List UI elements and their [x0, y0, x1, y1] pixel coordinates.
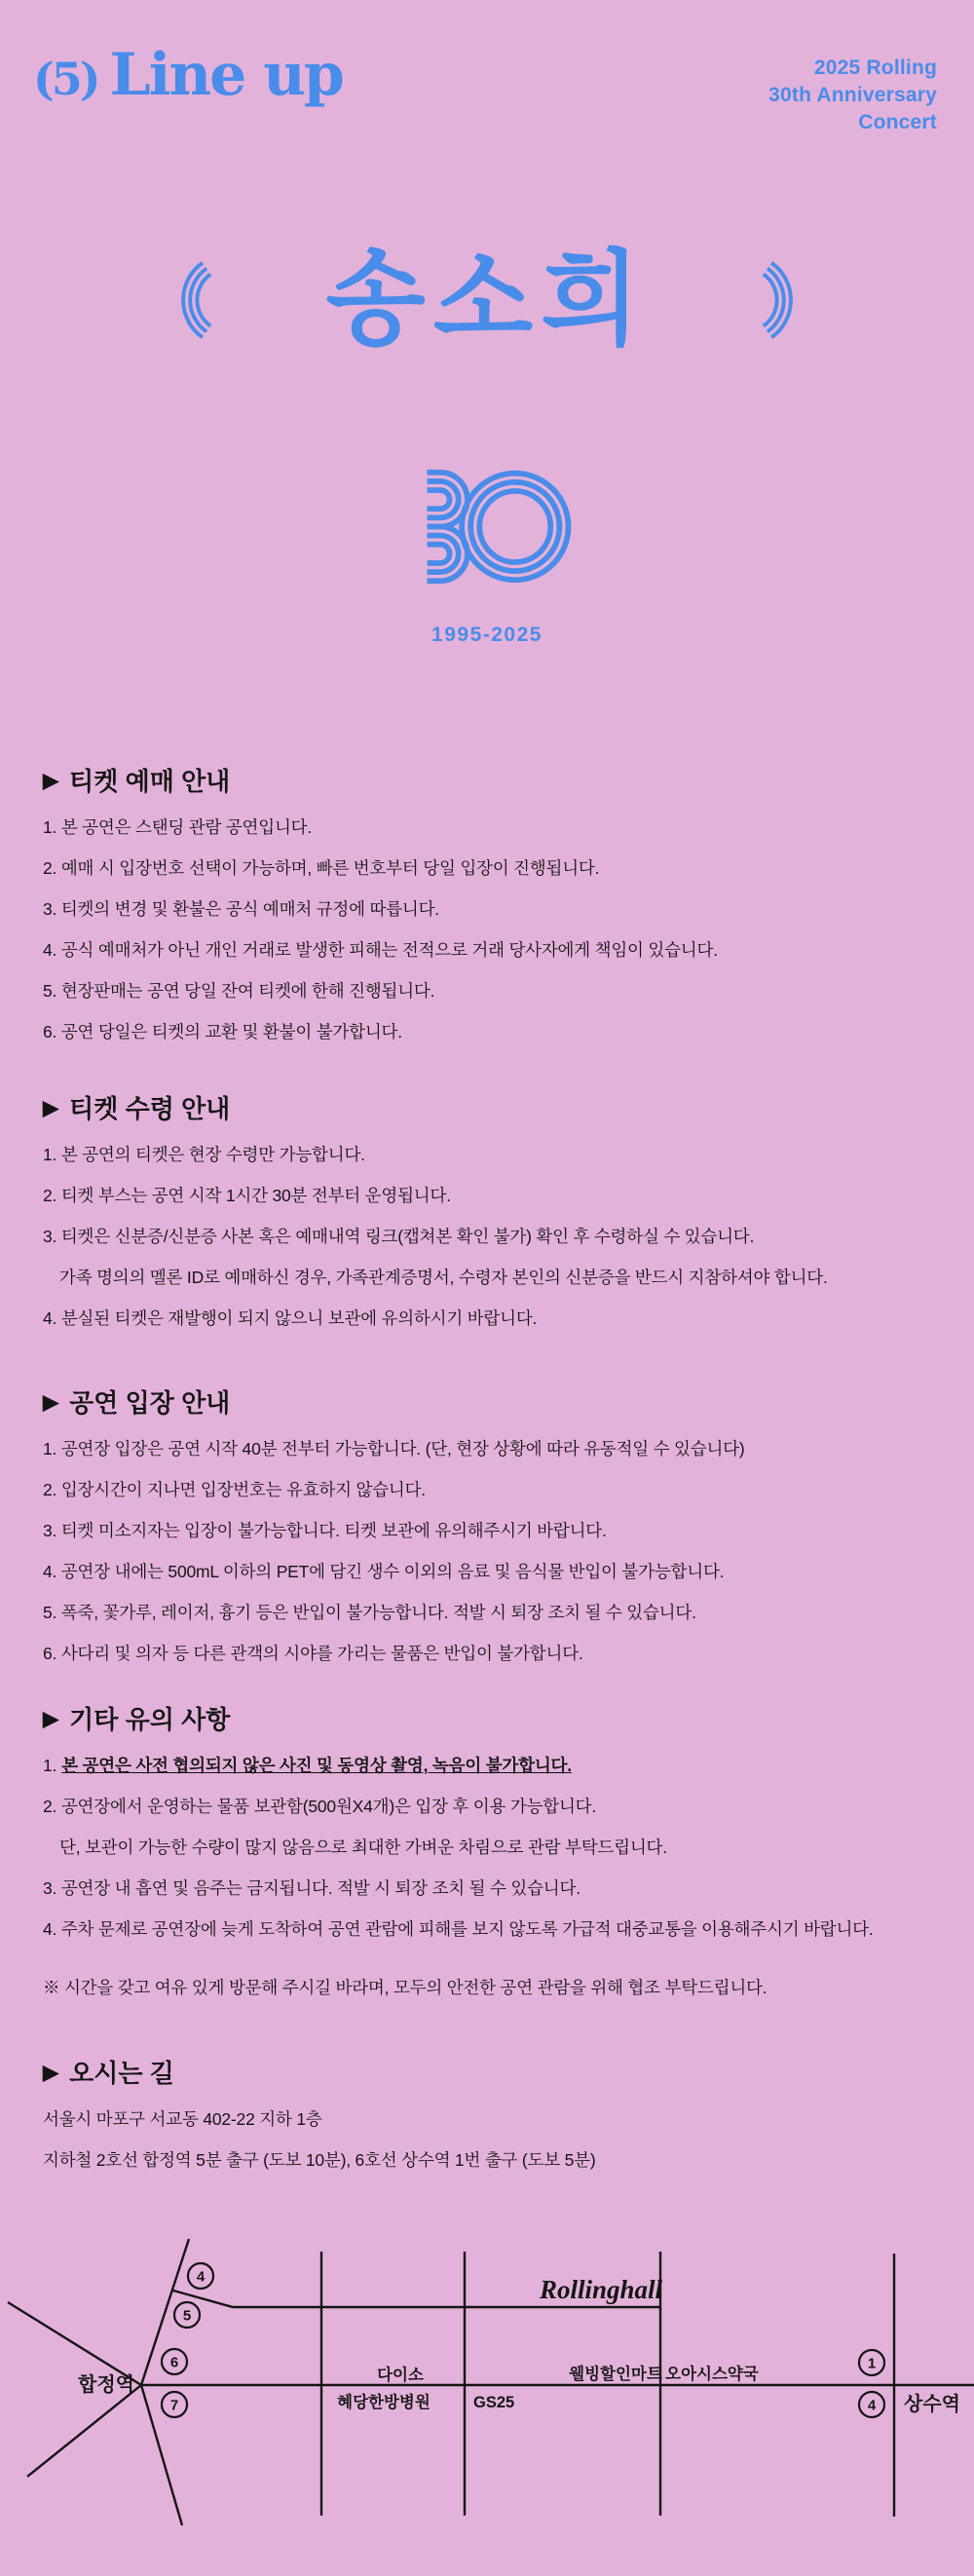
map-poi-hospital: 혜당한방병원 [337, 2394, 431, 2411]
map-poi-daiso: 다이소 [377, 2367, 424, 2384]
notice-line: 3. 공연장 내 흡연 및 음주는 금지됩니다. 적발 시 퇴장 조치 될 수 있습니다. [43, 1878, 581, 1898]
svg-text:4: 4 [867, 2397, 877, 2414]
exit-badge-4-right [859, 2392, 884, 2417]
play-marker-icon: ▶ [43, 2062, 59, 2084]
section-header [43, 1089, 951, 1125]
notice-line: 4. 주차 문제로 공연장에 늦게 도착하여 공연 관람에 피해를 보지 않도록 가급적 대중교통을 이용해주시기 바랍니다. [43, 1919, 874, 1939]
lineup-number: (5) [33, 53, 98, 105]
map-venue-label: Rollinghall [539, 2275, 663, 2304]
notice-line [43, 1753, 951, 1778]
anniversary-years: 1995-2025 [431, 624, 543, 646]
section-ticket-booking [43, 762, 951, 1060]
notice-line: 1. 본 공연은 스탠딩 관람 공연입니다. [43, 817, 313, 837]
notice-line: 2. 입장시간이 지나면 입장번호는 유효하지 않습니다. [43, 1480, 426, 1499]
svg-text:1: 1 [867, 2355, 877, 2372]
notice-line: 지하철 2호선 합정역 5분 출구 (도보 10분), 6호선 상수역 1번 출구 (도보 5분) [43, 2150, 596, 2170]
right-triple-paren-icon [738, 251, 808, 349]
notice-line: 5. 현장판매는 공연 당일 잔여 티켓에 한해 진행됩니다. [43, 981, 435, 1001]
section-title: 티켓 수령 안내 [69, 1094, 231, 1123]
section-title: 오시는 길 [69, 2059, 174, 2088]
play-marker-icon: ▶ [43, 1708, 59, 1730]
notice-line: 가족 명의의 멜론 ID로 예매하신 경우, 가족관계증명서, 수령자 본인의 신분증을 반드시 지참하셔야 합니다. [59, 1268, 828, 1287]
notice-line: 2. 공연장에서 운영하는 물품 보관함(500원X4개)은 입장 후 이용 가능합니다. [43, 1797, 597, 1816]
lineup-brand [33, 41, 343, 109]
notice-line: 서울시 마포구 서교동 402-22 지하 1층 [43, 2109, 322, 2129]
section-title: 공연 입장 안내 [69, 1388, 231, 1418]
notice-line-number: 1. [43, 1756, 57, 1775]
map-poi-gs25: GS25 [473, 2394, 515, 2411]
map-poi-mart: 웰빙할인마트 [569, 2366, 662, 2383]
notice-line: 4. 공연장 내에는 500mL 이하의 PET에 담긴 생수 이외의 음료 및 음식물 반입이 불가능합니다. [43, 1562, 725, 1581]
map-upper-left-road [8, 2302, 141, 2385]
event-title-line1: 2025 Rolling [813, 57, 937, 79]
artist-banner [0, 222, 974, 378]
notice-line: 3. 티켓은 신분증/신분증 사본 혹은 예매내역 링크(캡쳐본 확인 불가) 확인 후 수령하실 수 있습니다. [43, 1227, 755, 1246]
section-title: 티켓 예매 안내 [69, 767, 231, 796]
notice-line: 3. 티켓 미소지자는 입장이 불가능합니다. 티켓 보관에 유의해주시기 바랍니다. [43, 1521, 607, 1540]
notice-line: 3. 티켓의 변경 및 환불은 공식 예매처 규정에 따릅니다. [43, 899, 439, 919]
play-marker-icon: ▶ [43, 770, 59, 792]
notice-line: 4. 공식 예매처가 아닌 개인 거래로 발생한 피해는 전적으로 거래 당사자에게 책임이 있습니다. [43, 940, 718, 960]
play-marker-icon: ▶ [43, 1391, 59, 1414]
anniversary-logo-wrap [0, 454, 974, 600]
exit-badge-5-left [174, 2302, 200, 2328]
exit-badge-7-left [162, 2392, 187, 2417]
section-header [43, 1383, 951, 1420]
map-diagonal-road [141, 2239, 192, 2525]
notice-line: 2. 티켓 부스는 공연 시작 1시간 30분 전부터 운영됩니다. [43, 1186, 451, 1205]
notice-line-emphasis: 본 공연은 사전 협의되지 않은 사진 및 동영상 촬영, 녹음이 불가합니다. [61, 1756, 572, 1775]
lineup-title: Line up [109, 41, 343, 109]
event-title [768, 55, 937, 136]
notice-line: 6. 공연 당일은 티켓의 교환 및 환불이 불가합니다. [43, 1022, 402, 1042]
play-marker-icon: ▶ [43, 1097, 59, 1119]
section-header [43, 1700, 951, 1736]
left-triple-paren-icon [166, 251, 236, 349]
artist-name: 송소희 [325, 243, 649, 358]
map-poi-pharmacy: 오아시스약국 [665, 2366, 759, 2383]
notice-line: 1. 본 공연의 티켓은 현장 수령만 가능합니다. [43, 1145, 365, 1164]
section-ticket-pickup [43, 1089, 951, 1346]
notice-line: ※ 시간을 갖고 여유 있게 방문해 주시길 바라며, 모두의 안전한 공연 관람을 위해 협조 부탁드립니다. [43, 1978, 768, 1997]
anniversary-30-logo-icon [393, 454, 581, 600]
section-entrance [43, 1383, 951, 1682]
section-header [43, 2054, 951, 2090]
exit-badge-4-left [188, 2263, 213, 2289]
notice-line: 6. 사다리 및 의자 등 다른 관객의 시야를 가리는 물품은 반입이 불가합니다. [43, 1644, 583, 1663]
event-title-line3: Concert [858, 111, 937, 133]
exit-badge-6-left [162, 2349, 187, 2374]
svg-text:6: 6 [169, 2354, 179, 2371]
map-station-hapjeong: 합정역 [78, 2374, 134, 2396]
section-directions [43, 2054, 951, 2188]
exit-badge-1-right [859, 2350, 884, 2375]
map-station-sangsu: 상수역 [904, 2394, 960, 2415]
section-header [43, 762, 951, 798]
notice-line: 2. 예매 시 입장번호 선택이 가능하며, 빠른 번호부터 당일 입장이 진행됩니다. [43, 858, 600, 878]
svg-text:4: 4 [196, 2268, 206, 2286]
venue-map [0, 2221, 974, 2576]
section-title: 기타 유의 사항 [69, 1705, 231, 1734]
event-title-line2: 30th Anniversary [768, 84, 937, 106]
map-lower-left-road [27, 2385, 141, 2477]
section-other-notices [43, 1700, 951, 2016]
notice-line: 5. 폭죽, 꽃가루, 레이저, 흉기 등은 반입이 불가능합니다. 적발 시 퇴장 조치 될 수 있습니다. [43, 1603, 696, 1622]
notice-line: 4. 분실된 티켓은 재발행이 되지 않으니 보관에 유의하시기 바랍니다. [43, 1308, 538, 1328]
notice-line: 단, 보관이 가능한 수량이 많지 않음으로 최대한 가벼운 차림으로 관람 부탁드립니다. [59, 1837, 667, 1857]
svg-text:5: 5 [182, 2307, 192, 2325]
svg-text:7: 7 [169, 2397, 179, 2414]
notice-line: 1. 공연장 입장은 공연 시작 40분 전부터 가능합니다. (단, 현장 상황에 따라 유동적일 수 있습니다) [43, 1439, 745, 1458]
